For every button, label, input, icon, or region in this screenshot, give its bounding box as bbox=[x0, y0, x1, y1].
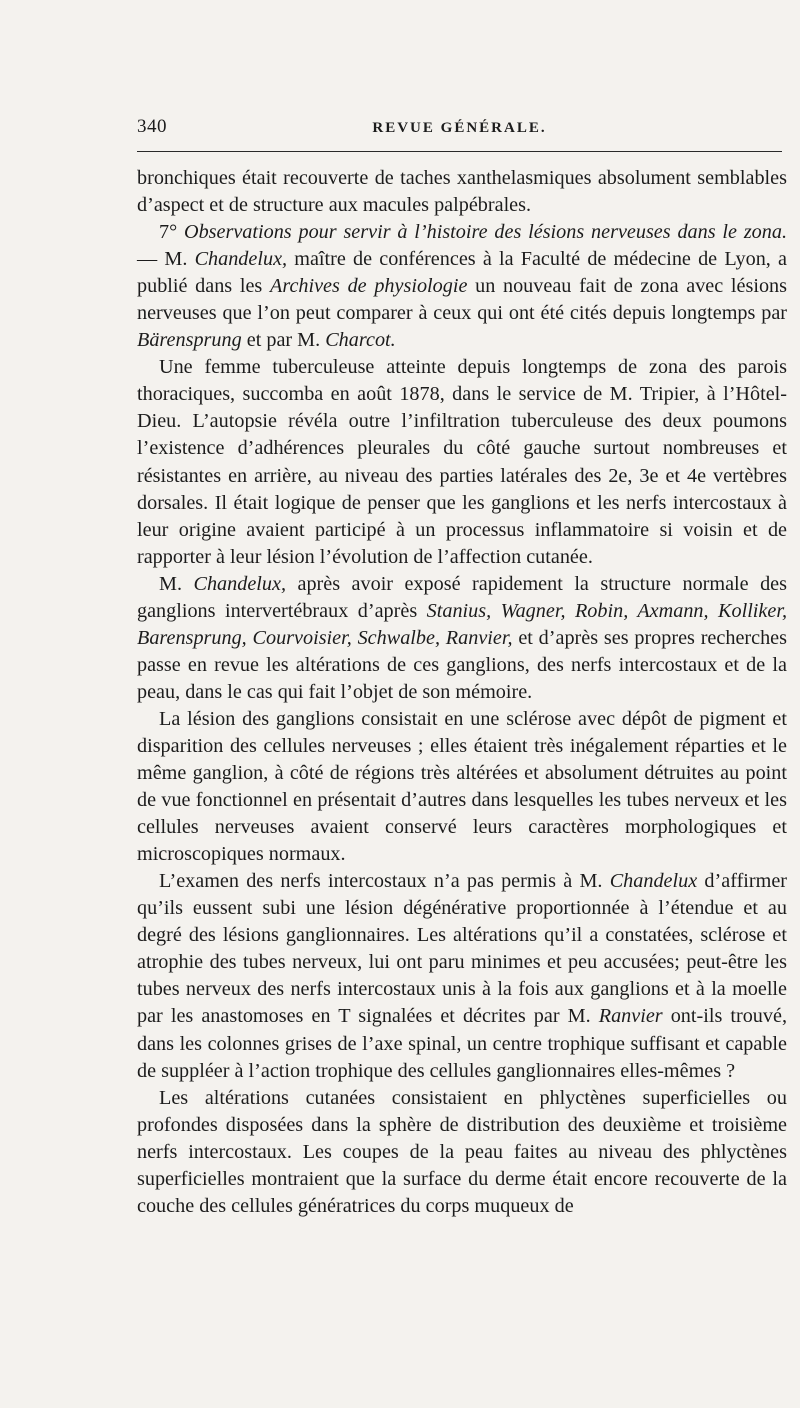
text-run: bronchiques était recouverte de taches xanthelasmiques absolument semblables d’aspect et de structure aux macules palpébrales. bbox=[137, 167, 787, 217]
paragraph bbox=[137, 219, 787, 354]
italic-text: Ranvier bbox=[598, 1005, 663, 1028]
page-header bbox=[137, 116, 782, 142]
italic-text: Archives de physiologie bbox=[270, 275, 468, 298]
paragraph bbox=[137, 571, 787, 706]
text-run: M. bbox=[159, 572, 194, 595]
text-run: La lésion des ganglions consistait en une sclérose avec dépôt de pigment et disparition des cellules nerveuses ; elles étaient très inégalement réparties et le même ganglion, à côté de régions très altérées et absolument détruites au point de vue fonctionnel en présentait d’autres dans lesquelles les tubes nerveux et les cellules nerveuses avaient conservé leurs caractères morphologiques et microscopiques normaux. bbox=[137, 707, 787, 866]
text-run: Une femme tuberculeuse atteinte depuis longtemps de zona des parois thoraciques, succomba en août 1878, dans le service de M. Tripier, à l’Hôtel-Dieu. L’autopsie révéla outre l’infiltration tuberculeuse des deux poumons l’existence d’adhérences pleurales du côté gauche surtout nombreuses et résistantes en arrière, au niveau des parties latérales des 2e, 3e et 4e vertèbres dorsales. Il était logique de penser que les ganglions et les nerfs intercostaux à leur origine avaient participé à un processus inflammatoire si voisin et de rapporter à leur lésion l’évolution de l’affection cutanée. bbox=[137, 356, 787, 568]
italic-text: Observations pour servir à l’histoire des lésions nerveuses dans le zona. bbox=[184, 221, 787, 244]
page-number: 340 bbox=[137, 116, 167, 137]
italic-text: Chandelux, bbox=[194, 248, 288, 271]
paragraph bbox=[137, 354, 787, 570]
italic-text: Chandelux, bbox=[193, 572, 286, 595]
italic-text: Charcot. bbox=[325, 329, 396, 352]
text-run: 7° bbox=[159, 221, 184, 244]
text-run: Les altérations cutanées consistaient en phlyctènes superficielles ou profondes disposées dans la sphère de distribution des deuxième et troisième nerfs intercostaux. Les coupes de la peau faites au niveau des phlyctènes superficielles montraient que la surface du derme était encore recouverte de la couche des cellules génératrices du corps muqueux de bbox=[137, 1086, 787, 1217]
text-run: après avoir exposé rapidement la structure normale des ganglions intervertébraux d’après bbox=[137, 572, 788, 622]
running-head: REVUE GÉNÉRALE. bbox=[372, 120, 547, 136]
text-run: et d’après ses propres recherches passe en revue les altérations de ces ganglions, des nerfs intercostaux et de la peau, dans le cas qui fait l’objet de son mémoire. bbox=[137, 626, 788, 703]
text-run: maître de conférences à la Faculté de médecine de Lyon, a publié dans les bbox=[137, 248, 788, 298]
header-rule bbox=[137, 151, 782, 152]
text-run: et par M. bbox=[241, 329, 326, 352]
text-run: un nouveau fait de zona avec lésions nerveuses que l’on peut comparer à ceux qui ont été cités depuis longtemps par bbox=[137, 275, 787, 325]
paragraph bbox=[137, 1085, 787, 1220]
text-run: L’examen des nerfs intercostaux n’a pas permis à M. bbox=[159, 870, 610, 893]
text-run: ont-ils trouvé, dans les colonnes grises de l’axe spinal, un centre trophique suffisant et capable de suppléer à l’action trophique des cellules ganglionnaires elles-mêmes ? bbox=[137, 1005, 787, 1082]
paragraph bbox=[137, 165, 787, 219]
paragraph bbox=[137, 706, 787, 868]
italic-text: Chandelux bbox=[609, 870, 698, 893]
italic-text: Stanius, Wagner, Robin, Axmann, Kolliker, Barensprung, Courvoisier, Schwalbe, Ranvier, bbox=[137, 599, 788, 649]
italic-text: Bärensprung bbox=[137, 329, 242, 352]
text-run: — M. bbox=[137, 248, 195, 271]
article-body bbox=[137, 165, 787, 1220]
text-run: d’affirmer qu’ils eussent subi une lésion dégénérative proportionnée à l’étendue et au degré des lésions ganglionnaires. Les altérations qu’il a constatées, sclérose et atrophie des tubes nerveux, lui ont paru minimes et peu accusées; peut-être les tubes nerveux des nerfs intercostaux unis à la fois aux ganglions et à la moelle par les anastomoses en T signalées et décrites par M. bbox=[137, 870, 788, 1028]
paragraph bbox=[137, 868, 787, 1084]
